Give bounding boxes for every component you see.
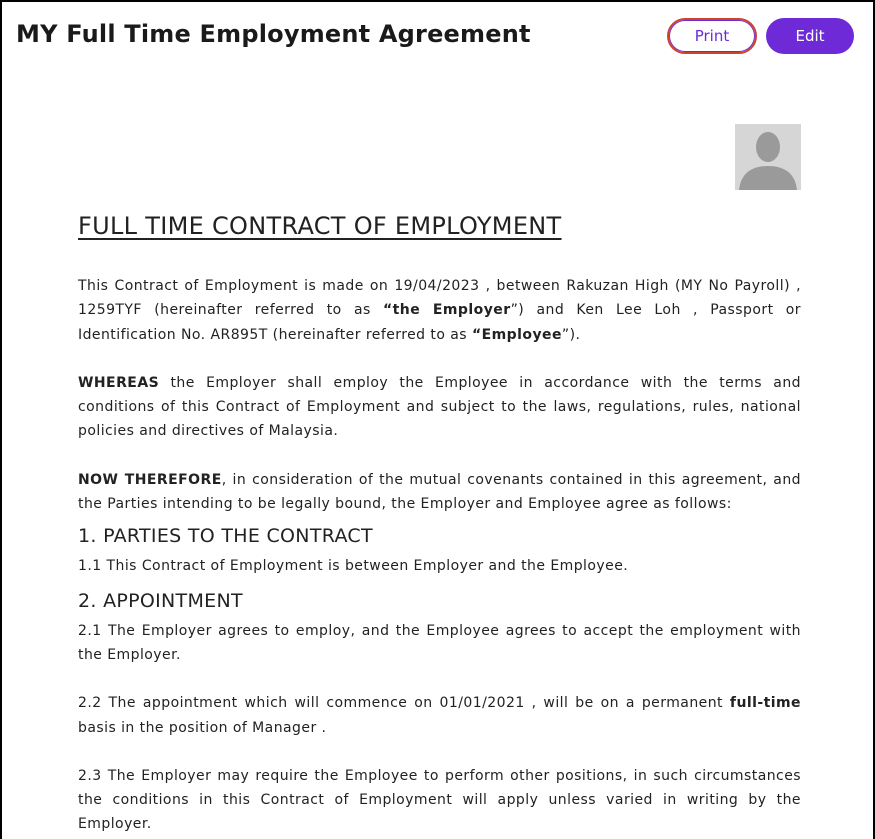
- now-therefore-paragraph: [78, 468, 801, 517]
- clause-2-3: 2.3 The Employer may require the Employee to perform other positions, in such circumstances the conditions in this Contract of Employment will apply unless varied in writing by the Employer.: [78, 767, 801, 833]
- clause-2-1: 2.1 The Employer agrees to employ, and the Employee agrees to accept the employment with the Employer.: [78, 622, 801, 663]
- employer-term: “the Employer: [383, 302, 511, 319]
- page-title: MY Full Time Employment Agreement: [16, 20, 531, 48]
- document-heading: FULL TIME CONTRACT OF EMPLOYMENT: [78, 212, 562, 240]
- full-time-term: full-time: [729, 695, 801, 712]
- section-heading-appointment: 2. APPOINTMENT: [78, 589, 243, 612]
- intro-text-1: This Contract of Employment is made on 19/04/2023 , between Rakuzan High (MY No Payroll) , 1259TYF (hereinafter referred to as: [78, 278, 801, 319]
- user-placeholder-icon: [735, 124, 801, 190]
- clause-1-1: 1.1 This Contract of Employment is between Employer and the Employee.: [78, 558, 629, 575]
- now-therefore-label: NOW THEREFORE: [78, 471, 222, 488]
- employee-term: “Employee: [471, 326, 562, 343]
- contract-document: [78, 208, 801, 837]
- whereas-label: WHEREAS: [78, 374, 160, 391]
- whereas-text: the Employer shall employ the Employee in accordance with the terms and conditions of this Contract of Employment and subject to the laws, regulations, rules, national policies and directives of Malaysia.: [78, 374, 801, 440]
- clause-2-2: [78, 691, 801, 740]
- clause-2-2-text-1: 2.2 The appointment which will commence on 01/01/2021 , will be on a permanent: [78, 695, 730, 712]
- whereas-paragraph: [78, 371, 801, 444]
- clause-2-2-text-2: basis in the position of Manager .: [78, 719, 327, 736]
- edit-button[interactable]: Edit: [766, 18, 854, 54]
- section-heading-parties: 1. PARTIES TO THE CONTRACT: [78, 525, 373, 548]
- print-button[interactable]: Print: [667, 18, 757, 54]
- avatar-silhouette-icon: [735, 124, 801, 190]
- intro-paragraph: [78, 274, 801, 347]
- intro-text-2: ”) and Ken Lee Loh , Passport or Identification No. AR895T (hereinafter referred to as: [78, 302, 801, 343]
- intro-text-3: ”).: [561, 326, 581, 343]
- now-therefore-text: , in consideration of the mutual covenants contained in this agreement, and the Parties intending to be legally bound, the Employer and Employee agree as follows:: [78, 471, 801, 513]
